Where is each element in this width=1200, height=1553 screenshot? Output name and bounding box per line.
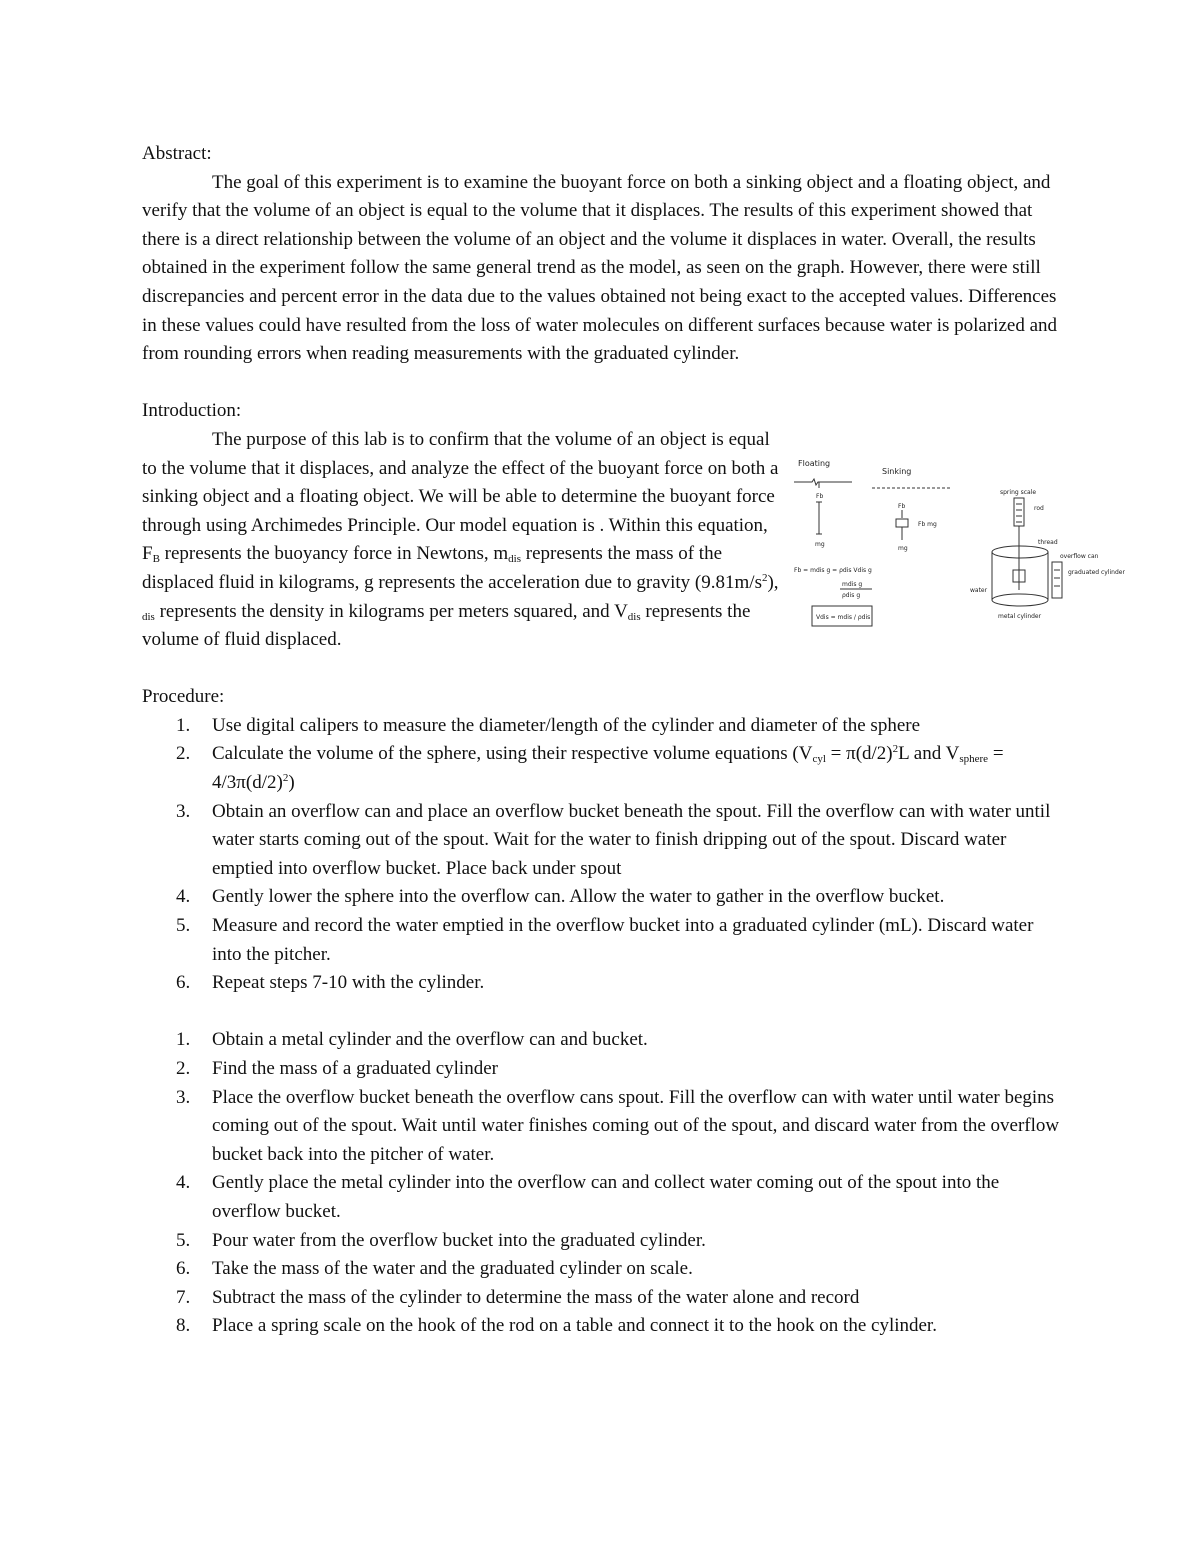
overflow-can-label: overflow can: [1060, 552, 1099, 560]
spring-scale-label: spring scale: [1000, 488, 1037, 496]
list-item: 3. Obtain an overflow can and place an overflow bucket beneath the spout. Fill the overflow can with water until water starts coming out of the spout. Wait for the water to finish dripping out of the spout. Discard water emptied into overflow bucket. Place back under spout: [176, 800, 1051, 879]
equation-1: Fb = mdis g = ρdis Vdis g: [794, 566, 872, 574]
buoyancy-diagram: [792, 452, 1137, 642]
introduction-body: The purpose of this lab is to confirm that the volume of an object is equal to the volume that it displaces, and analyze the effect of the buoyant force on both a sinking object and a floating object. We will be able to determine the buoyant force through using Archimedes Principle. Our model equation is . Within this equation, $F_B$ represents the buoyancy force in Newtons, $m_{dis}$ represents the mass of the displaced fluid in kilograms, g represents the acceleration due to gravity $(9.81m/s^2)$, $_{dis}$ represents the density in kilograms per meters squared, and $V_{dis}$ represents the volume of fluid displaced.: [142, 428, 779, 651]
list-item: 1. Obtain a metal cylinder and the overflow can and bucket.: [176, 1029, 648, 1051]
list-item: 2. Find the mass of a graduated cylinder: [176, 1058, 498, 1079]
list-item: 4. Gently lower the sphere into the overflow can. Allow the water to gather in the overflow bucket.: [176, 886, 945, 908]
list-item: 5. Measure and record the water emptied in the overflow bucket into a graduated cylinder (mL). Discard water into the pitcher.: [176, 915, 1034, 965]
list-item: 4. Gently place the metal cylinder into the overflow can and collect water coming out of the spout into the overflow bucket.: [176, 1172, 1000, 1222]
water-label: water: [970, 586, 988, 594]
abstract-body: The goal of this experiment is to examine the buoyant force on both a sinking object and a floating object, and verify that the volume of an object is equal to the volume that it displaces. The results of this experiment showed that there is a direct relationship between the volume of an object and the volume it displaces in water. Overall, the results obtained in the experiment follow the same general trend as the model, as seen on the graph. However, there were still discrepancies and percent error in the data due to the values obtained not being exact to the accepted values. Differences in these values could have resulted from the loss of water molecules on different surfaces because water is polarized and from rounding errors when reading measurements with the graduated cylinder.: [142, 171, 1058, 365]
introduction-heading: Introduction:: [142, 400, 242, 422]
fb-mg-label: Fb mg: [918, 520, 937, 528]
procedure-heading: Procedure:: [142, 686, 225, 708]
list-item: 6. Take the mass of the water and the graduated cylinder on scale.: [176, 1258, 693, 1280]
abstract-heading: Abstract:: [142, 143, 212, 164]
fb-label: Fb: [816, 492, 824, 500]
rod-label: rod: [1034, 504, 1044, 512]
fb-label-sinking: Fb: [898, 502, 906, 510]
graduated-cylinder-label: graduated cylinder: [1068, 568, 1125, 576]
procedure-list-2: [142, 1026, 1062, 1341]
list-item: 6. Repeat steps 7-10 with the cylinder.: [176, 972, 485, 994]
list-item: 5. Pour water from the overflow bucket into the graduated cylinder.: [176, 1229, 706, 1251]
thread-label: thread: [1038, 538, 1058, 546]
floating-label: Floating: [798, 458, 831, 468]
introduction-section: [142, 426, 1125, 655]
list-item: 2. Calculate the volume of the sphere, using their respective volume equations ($V_{cyl} = \pi(d/2)^2L$ and $V_{sphere} = 4/3\pi(d/2)^2$): [176, 743, 1004, 794]
list-item: 3. Place the overflow bucket beneath the overflow cans spout. Fill the overflow can with water until water begins coming out of the spout. Wait until water finishes coming out of the spout, and discard water from the overflow bucket back into the pitcher of water.: [176, 1086, 1060, 1165]
equation-denominator: ρdis g: [842, 591, 861, 599]
mg-label-sinking: mg: [898, 544, 908, 552]
equation-numerator: mdis g: [842, 580, 863, 588]
sinking-label: Sinking: [882, 466, 912, 476]
procedure-list-1: [142, 712, 1062, 998]
equation-box: Vdis = mdis / ρdis: [816, 613, 871, 621]
mg-label: mg: [815, 540, 825, 548]
document-content: [142, 140, 1125, 1341]
list-item: 1. Use digital calipers to measure the diameter/length of the cylinder and diameter of the sphere: [176, 714, 921, 736]
list-item: 7. Subtract the mass of the cylinder to determine the mass of the water alone and record: [176, 1286, 860, 1308]
metal-cylinder-label: metal cylinder: [998, 612, 1042, 620]
list-item: 8. Place a spring scale on the hook of the rod on a table and connect it to the hook on the cylinder.: [176, 1315, 937, 1337]
